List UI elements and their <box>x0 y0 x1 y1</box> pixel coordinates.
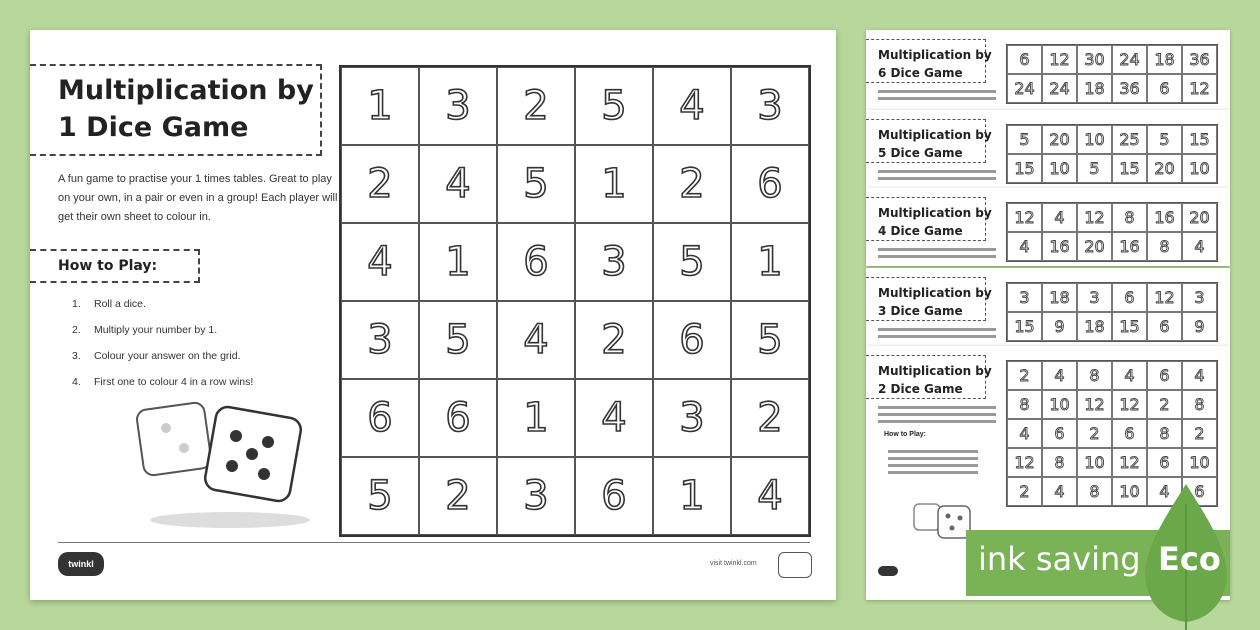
footer-url: visit twinkl.com <box>710 560 757 567</box>
mini-cell: 8 <box>1182 390 1217 419</box>
eco-label: Eco <box>1158 540 1221 578</box>
mini-cell: 20 <box>1147 154 1182 183</box>
mini-cell: 12 <box>1147 283 1182 312</box>
grid-cell: 5 <box>731 301 809 379</box>
step-text: First one to colour 4 in a row wins! <box>94 376 254 388</box>
grid-cell: 2 <box>731 379 809 457</box>
mini-cell: 6 <box>1042 419 1077 448</box>
mini-cell: 5 <box>1077 154 1112 183</box>
mini-cell: 8 <box>1042 448 1077 477</box>
footer-divider <box>58 542 810 543</box>
mini-cell: 6 <box>1147 448 1182 477</box>
grid-cell: 6 <box>653 301 731 379</box>
mini-cell: 6 <box>1182 477 1217 506</box>
dice-back-icon <box>136 402 213 477</box>
grid-cell: 4 <box>653 67 731 145</box>
mini-steps-lines <box>888 450 978 478</box>
step-text: Roll a dice. <box>94 298 146 310</box>
mini-cell: 3 <box>1077 283 1112 312</box>
mini-cell: 36 <box>1182 45 1217 74</box>
mini-cell: 4 <box>1007 232 1042 261</box>
mini-cell: 2 <box>1007 477 1042 506</box>
mini-cell: 3 <box>1182 283 1217 312</box>
mini-cell: 12 <box>1077 203 1112 232</box>
mini-cell: 10 <box>1182 154 1217 183</box>
mini-cell: 12 <box>1182 74 1217 103</box>
mini-cell: 8 <box>1007 390 1042 419</box>
grid-cell: 4 <box>497 301 575 379</box>
mini-cell: 4 <box>1182 232 1217 261</box>
mini-cell: 2 <box>1007 361 1042 390</box>
number-grid <box>339 65 811 537</box>
mini-cell: 8 <box>1147 419 1182 448</box>
mini-cell: 5 <box>1007 125 1042 154</box>
intro-text: A fun game to practise your 1 times tables. Great to play on your own, in a pair or even in a group! Each player will get their own sheet to colour in. <box>58 173 338 223</box>
mini-cell: 4 <box>1147 477 1182 506</box>
grid-cell: 4 <box>419 145 497 223</box>
mini-grid <box>1006 124 1218 184</box>
mini-cell: 10 <box>1182 448 1217 477</box>
step-item <box>72 347 332 373</box>
grid-cell: 5 <box>575 67 653 145</box>
mini-cell: 24 <box>1112 45 1147 74</box>
grid-cell: 3 <box>575 223 653 301</box>
mini-cell: 6 <box>1147 312 1182 341</box>
grid-cell: 1 <box>419 223 497 301</box>
worksheet-title: Multiplication by 1 Dice Game <box>58 75 314 143</box>
grid-cell: 1 <box>341 67 419 145</box>
mini-cell: 2 <box>1182 419 1217 448</box>
mini-intro-lines <box>878 406 996 427</box>
grid-cell: 5 <box>497 145 575 223</box>
how-to-play-heading: How to Play: <box>58 258 158 274</box>
mini-intro-lines <box>878 328 996 342</box>
grid-cell: 2 <box>497 67 575 145</box>
mini-cell: 24 <box>1042 74 1077 103</box>
mini-grid <box>1006 202 1218 262</box>
mini-intro-lines <box>878 90 996 104</box>
mini-cell: 24 <box>1007 74 1042 103</box>
sheet-6-preview <box>866 30 1230 110</box>
grid-cell: 4 <box>731 457 809 535</box>
mini-cell: 25 <box>1112 125 1147 154</box>
mini-cell: 8 <box>1147 232 1182 261</box>
mini-cell: 10 <box>1042 154 1077 183</box>
mini-cell: 16 <box>1112 232 1147 261</box>
sheet-3-preview <box>866 268 1230 346</box>
grid-cell: 3 <box>731 67 809 145</box>
mini-cell: 36 <box>1112 74 1147 103</box>
sheet-4-preview <box>866 188 1230 266</box>
mini-cell: 18 <box>1042 283 1077 312</box>
step-text: Multiply your number by 1. <box>94 324 218 336</box>
grid-cell: 1 <box>497 379 575 457</box>
mini-cell: 12 <box>1112 448 1147 477</box>
mini-cell: 4 <box>1042 361 1077 390</box>
grid-cell: 1 <box>731 223 809 301</box>
mini-grid <box>1006 282 1218 342</box>
step-number: 1. <box>72 298 81 310</box>
step-number: 2. <box>72 324 81 336</box>
grid-cell: 3 <box>341 301 419 379</box>
mini-twinkl-logo-icon <box>878 566 898 576</box>
mini-cell: 20 <box>1042 125 1077 154</box>
mini-intro-lines <box>878 170 996 184</box>
mini-cell: 12 <box>1112 390 1147 419</box>
mini-cell: 4 <box>1007 419 1042 448</box>
mini-cell: 16 <box>1147 203 1182 232</box>
mini-cell: 10 <box>1112 477 1147 506</box>
steps-list <box>72 295 332 399</box>
mini-cell: 15 <box>1112 312 1147 341</box>
grid-cell: 6 <box>341 379 419 457</box>
mini-cell: 20 <box>1077 232 1112 261</box>
mini-cell: 8 <box>1112 203 1147 232</box>
mini-cell: 4 <box>1182 361 1217 390</box>
footer-badge-icon <box>778 552 812 578</box>
mini-cell: 4 <box>1042 203 1077 232</box>
mini-cell: 10 <box>1042 390 1077 419</box>
mini-cell: 15 <box>1007 312 1042 341</box>
step-number: 3. <box>72 350 81 362</box>
mini-cell: 18 <box>1147 45 1182 74</box>
grid-cell: 4 <box>575 379 653 457</box>
mini-sheet-title: Multiplication by 6 Dice Game <box>878 48 992 80</box>
mini-cell: 15 <box>1112 154 1147 183</box>
mini-cell: 6 <box>1147 74 1182 103</box>
mini-cell: 6 <box>1007 45 1042 74</box>
grid-cell: 2 <box>341 145 419 223</box>
mini-cell: 9 <box>1042 312 1077 341</box>
grid-cell: 2 <box>419 457 497 535</box>
mini-cell: 5 <box>1147 125 1182 154</box>
mini-cell: 3 <box>1007 283 1042 312</box>
mini-cell: 6 <box>1147 361 1182 390</box>
mini-cell: 8 <box>1077 361 1112 390</box>
mini-cell: 4 <box>1112 361 1147 390</box>
grid-cell: 2 <box>653 145 731 223</box>
step-item <box>72 321 332 347</box>
mini-sheet-title: Multiplication by 3 Dice Game <box>878 286 992 318</box>
mini-intro-lines <box>878 248 996 262</box>
grid-cell: 5 <box>653 223 731 301</box>
mini-cell: 2 <box>1147 390 1182 419</box>
grid-cell: 3 <box>419 67 497 145</box>
mini-cell: 16 <box>1042 232 1077 261</box>
grid-cell: 5 <box>419 301 497 379</box>
mini-how-to-play: How to Play: <box>884 431 927 438</box>
grid-cell: 1 <box>575 145 653 223</box>
mini-cell: 2 <box>1077 419 1112 448</box>
mini-cell: 10 <box>1077 448 1112 477</box>
grid-cell: 6 <box>731 145 809 223</box>
mini-sheet-title: Multiplication by 5 Dice Game <box>878 128 992 160</box>
grid-cell: 6 <box>497 223 575 301</box>
sheet-5-preview <box>866 110 1230 188</box>
mini-cell: 12 <box>1007 448 1042 477</box>
mini-cell: 30 <box>1077 45 1112 74</box>
grid-cell: 6 <box>419 379 497 457</box>
dice-front-icon <box>203 405 302 503</box>
mini-cell: 6 <box>1112 419 1147 448</box>
mini-cell: 4 <box>1042 477 1077 506</box>
grid-cell: 2 <box>575 301 653 379</box>
mini-cell: 20 <box>1182 203 1217 232</box>
grid-cell: 3 <box>497 457 575 535</box>
mini-cell: 15 <box>1182 125 1217 154</box>
mini-cell: 12 <box>1042 45 1077 74</box>
mini-cell: 12 <box>1007 203 1042 232</box>
step-item <box>72 295 332 321</box>
grid-cell: 6 <box>575 457 653 535</box>
mini-cell: 18 <box>1077 312 1112 341</box>
mini-cell: 9 <box>1182 312 1217 341</box>
grid-cell: 3 <box>653 379 731 457</box>
mini-cell: 8 <box>1077 477 1112 506</box>
ink-saving-label: ink saving <box>978 540 1141 578</box>
mini-cell: 18 <box>1077 74 1112 103</box>
mini-cell: 15 <box>1007 154 1042 183</box>
mini-sheet-title: Multiplication by 2 Dice Game <box>878 364 992 396</box>
main-worksheet <box>30 30 836 600</box>
mini-cell: 10 <box>1077 125 1112 154</box>
dice-shadow <box>150 512 310 528</box>
step-number: 4. <box>72 376 81 388</box>
step-text: Colour your answer on the grid. <box>94 350 241 362</box>
grid-cell: 4 <box>341 223 419 301</box>
mini-cell: 6 <box>1112 283 1147 312</box>
mini-cell: 12 <box>1077 390 1112 419</box>
mini-sheet-title: Multiplication by 4 Dice Game <box>878 206 992 238</box>
grid-cell: 5 <box>341 457 419 535</box>
mini-grid <box>1006 44 1218 104</box>
dice-illustration <box>130 392 320 532</box>
twinkl-logo: twinkl <box>58 552 104 576</box>
grid-cell: 1 <box>653 457 731 535</box>
